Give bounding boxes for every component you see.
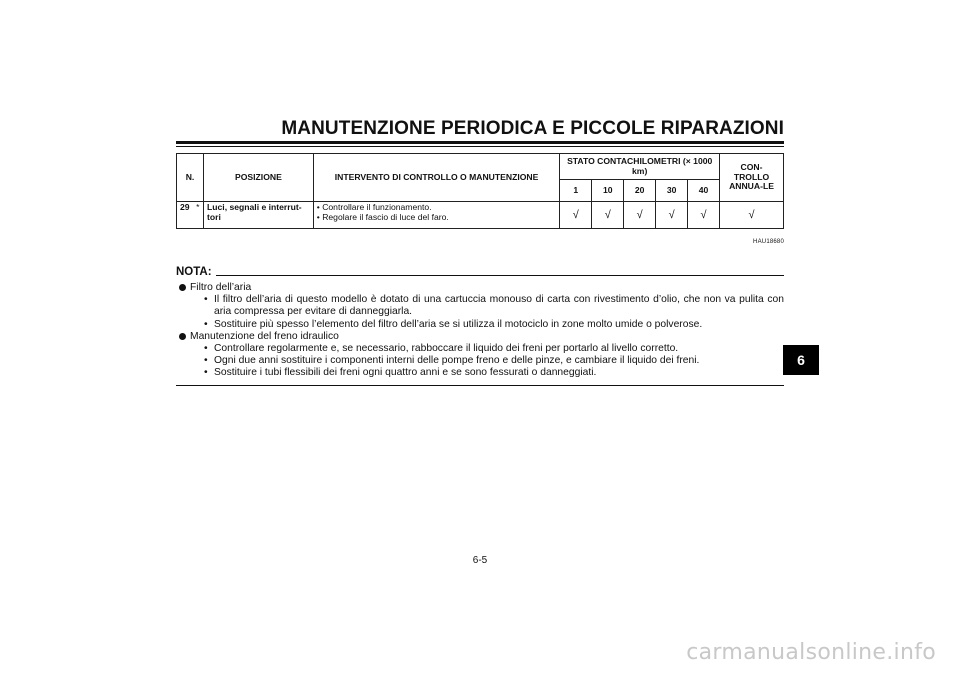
row-position: Luci, segnali e interrut-tori — [204, 202, 314, 229]
bullet-dot-icon: • — [204, 367, 208, 379]
list-item — [176, 294, 784, 318]
list-item-text: Sostituire più spesso l’elemento del filtro dell’aria se si utilizza il motociclo in zone molto umide o polverose. — [214, 318, 703, 330]
header-activity: INTERVENTO DI CONTROLLO O MANUTENZIONE — [313, 154, 560, 202]
list-item — [176, 355, 784, 367]
note-group-title: Manutenzione del freno idraulico — [190, 330, 339, 342]
bullet-dot-icon: • — [204, 343, 208, 355]
check-mark: √ — [592, 202, 624, 229]
list-item — [176, 343, 784, 355]
reference-code: HAU18680 — [753, 239, 784, 245]
row-marker: * — [193, 202, 204, 229]
list-item-text: Sostituire i tubi flessibili dei freni ogni quattro anni e se sono fessurati o danneggiati. — [214, 367, 597, 379]
header-annual-check: CON-TROLLO ANNUA-LE — [720, 154, 784, 202]
header-number: N. — [177, 154, 204, 202]
check-mark: √ — [560, 202, 592, 229]
bullet-icon — [179, 333, 186, 340]
header-odometer: STATO CONTACHILOMETRI (× 1000 km) — [560, 154, 720, 180]
note-label: NOTA: — [176, 266, 212, 278]
header-interval: 30 — [656, 180, 688, 202]
header-interval: 40 — [688, 180, 720, 202]
note-group-title: Filtro dell’aria — [190, 282, 252, 293]
list-item — [176, 319, 784, 331]
note-group — [176, 331, 784, 343]
list-item-text: Il filtro dell’aria di questo modello è dotato di una cartuccia monouso di carta con rivestimento d’olio, che non va pulita con aria compressa per evitare di danneggiarla. — [214, 294, 784, 318]
chapter-tab: 6 — [783, 345, 819, 375]
note-body — [176, 282, 784, 380]
table-row — [177, 202, 784, 229]
bullet-icon — [179, 284, 186, 291]
header-rule — [176, 141, 784, 144]
header-rule-thin — [176, 146, 784, 147]
section-rule — [176, 385, 784, 386]
header-interval: 1 — [560, 180, 592, 202]
maintenance-table — [176, 153, 784, 229]
row-activity — [313, 202, 560, 229]
bullet-dot-icon: • — [204, 318, 208, 330]
header-interval: 20 — [624, 180, 656, 202]
list-item — [176, 367, 784, 379]
list-item-text: Controllare regolarmente e, se necessario, rabboccare il liquido dei freni per portarlo al livello corretto. — [214, 343, 679, 355]
row-number: 29 — [177, 202, 193, 229]
bullet-dot-icon: • — [204, 294, 208, 306]
check-mark: √ — [688, 202, 720, 229]
check-mark-annual: √ — [720, 202, 784, 229]
header-interval: 10 — [592, 180, 624, 202]
header-position: POSIZIONE — [204, 154, 314, 202]
activity-line: • Regolare il fascio di luce del faro. — [316, 211, 449, 222]
activity-line: • Controllare il funzionamento. — [316, 202, 432, 212]
watermark: carmanualsonline.info — [686, 640, 936, 665]
bullet-dot-icon: • — [204, 355, 208, 367]
check-mark: √ — [656, 202, 688, 229]
list-item-text: Ogni due anni sostituire i componenti interni delle pompe freno e delle pinze, e cambiare il liquido dei freni. — [214, 355, 700, 367]
page-header-title: MANUTENZIONE PERIODICA E PICCOLE RIPARAZIONI — [281, 118, 784, 139]
check-mark: √ — [624, 202, 656, 229]
note-group — [176, 282, 784, 294]
note-rule — [216, 275, 784, 276]
page-number: 6-5 — [472, 555, 488, 566]
